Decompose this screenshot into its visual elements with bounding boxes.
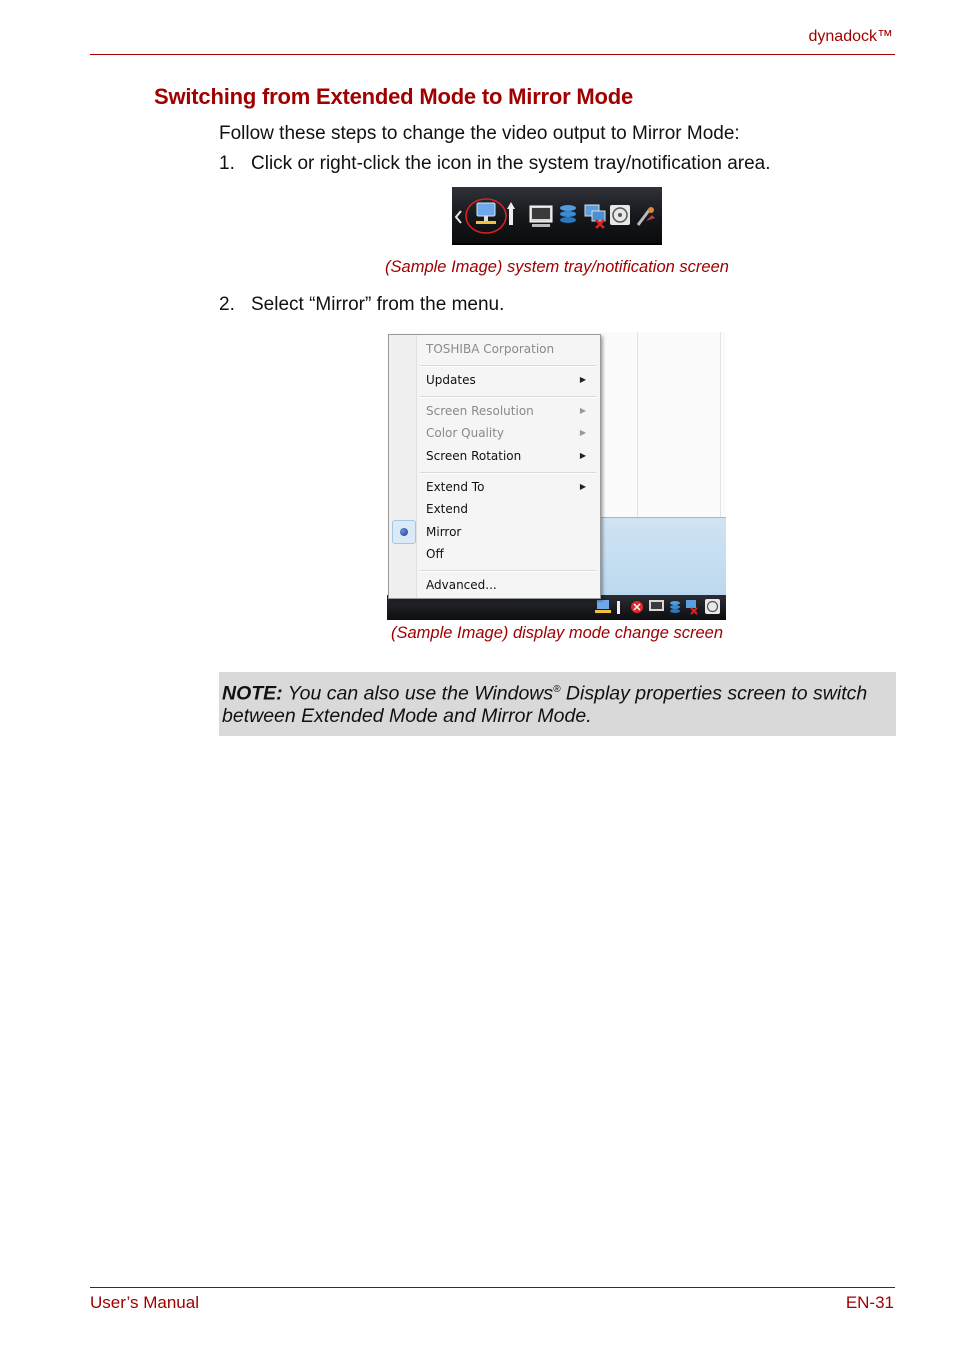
submenu-arrow-icon: ▶ bbox=[579, 406, 586, 415]
menu-item-label: Off bbox=[426, 547, 444, 561]
usb-icon bbox=[507, 202, 515, 225]
menu-item-mirror[interactable] bbox=[426, 522, 594, 542]
note-text-after: Display properties screen to switch between Extended Mode and Mirror Mode. bbox=[222, 682, 868, 727]
network-error-icon bbox=[585, 205, 605, 228]
menu-separator bbox=[420, 472, 596, 474]
menu-item-label: Mirror bbox=[426, 525, 462, 539]
menu-screenshot bbox=[387, 332, 726, 620]
menu-separator bbox=[420, 396, 596, 398]
menu-item-label: Extend To bbox=[426, 480, 485, 494]
menu-item-off[interactable] bbox=[426, 544, 594, 564]
menu-item-screen-rotation[interactable] bbox=[426, 446, 594, 466]
submenu-arrow-icon: ▶ bbox=[579, 428, 586, 437]
menu-icon-gutter bbox=[389, 335, 417, 598]
menu-item-color-quality bbox=[426, 423, 594, 443]
menu-caption: (Sample Image) display mode change screen bbox=[390, 624, 723, 642]
step-text: Click or right-click the icon in the system tray/notification area. bbox=[251, 153, 771, 174]
submenu-arrow-icon: ▶ bbox=[579, 482, 586, 491]
menu-item-extend[interactable] bbox=[426, 499, 594, 519]
radio-selected-icon bbox=[392, 520, 416, 544]
menu-item-toshiba-corporation bbox=[426, 339, 594, 359]
note-label: NOTE: bbox=[222, 682, 283, 705]
registered-mark: ® bbox=[553, 684, 561, 695]
step-number: 2. bbox=[219, 294, 235, 315]
step-2 bbox=[219, 294, 504, 316]
intro-paragraph: Follow these steps to change the video output to Mirror Mode: bbox=[219, 123, 740, 144]
submenu-arrow-icon: ▶ bbox=[579, 375, 586, 384]
settings-tool-icon bbox=[638, 207, 655, 225]
dynadock-tray-icon[interactable] bbox=[595, 600, 611, 613]
header-brand: dynadock™ bbox=[808, 28, 893, 45]
dynadock-context-menu bbox=[388, 334, 601, 599]
menu-item-extend-to[interactable] bbox=[426, 477, 594, 497]
step-1 bbox=[219, 153, 771, 175]
system-tray-image bbox=[452, 187, 662, 245]
menu-item-label: Extend bbox=[426, 502, 468, 516]
menu-item-label: Updates bbox=[426, 373, 476, 387]
footer-manual-title: User’s Manual bbox=[90, 1293, 199, 1312]
menu-separator bbox=[420, 365, 596, 367]
disc-icon bbox=[705, 599, 720, 614]
menu-item-screen-resolution bbox=[426, 401, 594, 421]
network-error-icon bbox=[686, 600, 697, 614]
monitor-icon bbox=[649, 600, 664, 611]
storage-icon bbox=[670, 601, 680, 613]
step-number: 1. bbox=[219, 153, 235, 174]
page-number: EN-31 bbox=[845, 1293, 894, 1312]
section-title: Switching from Extended Mode to Mirror Mode bbox=[154, 84, 634, 109]
error-icon bbox=[631, 601, 643, 613]
step-text: Select “Mirror” from the menu. bbox=[251, 294, 505, 315]
menu-item-label: TOSHIBA Corporation bbox=[426, 342, 555, 356]
menu-item-updates[interactable] bbox=[426, 370, 594, 390]
menu-item-label: Screen Rotation bbox=[426, 449, 522, 463]
menu-item-label: Advanced... bbox=[426, 578, 497, 592]
header-rule bbox=[90, 54, 895, 55]
desktop-window-area bbox=[600, 332, 726, 518]
storage-icon bbox=[560, 205, 576, 223]
tray-caption: (Sample Image) system tray/notification screen bbox=[385, 258, 729, 276]
disc-icon bbox=[610, 205, 630, 225]
footer-rule bbox=[90, 1287, 895, 1288]
monitor-icon bbox=[530, 206, 552, 227]
dynadock-tray-icon[interactable] bbox=[466, 199, 506, 233]
menu-item-label: Screen Resolution bbox=[426, 404, 534, 418]
note-box bbox=[219, 672, 896, 736]
submenu-arrow-icon: ▶ bbox=[579, 451, 586, 460]
menu-item-advanced[interactable] bbox=[426, 575, 594, 595]
note-text-before: You can also use the Windows bbox=[282, 682, 554, 705]
menu-item-label: Color Quality bbox=[426, 426, 505, 440]
desktop-background bbox=[600, 517, 726, 596]
menu-separator bbox=[420, 570, 596, 572]
usb-icon bbox=[617, 601, 620, 614]
chevron-left-icon bbox=[456, 211, 461, 223]
